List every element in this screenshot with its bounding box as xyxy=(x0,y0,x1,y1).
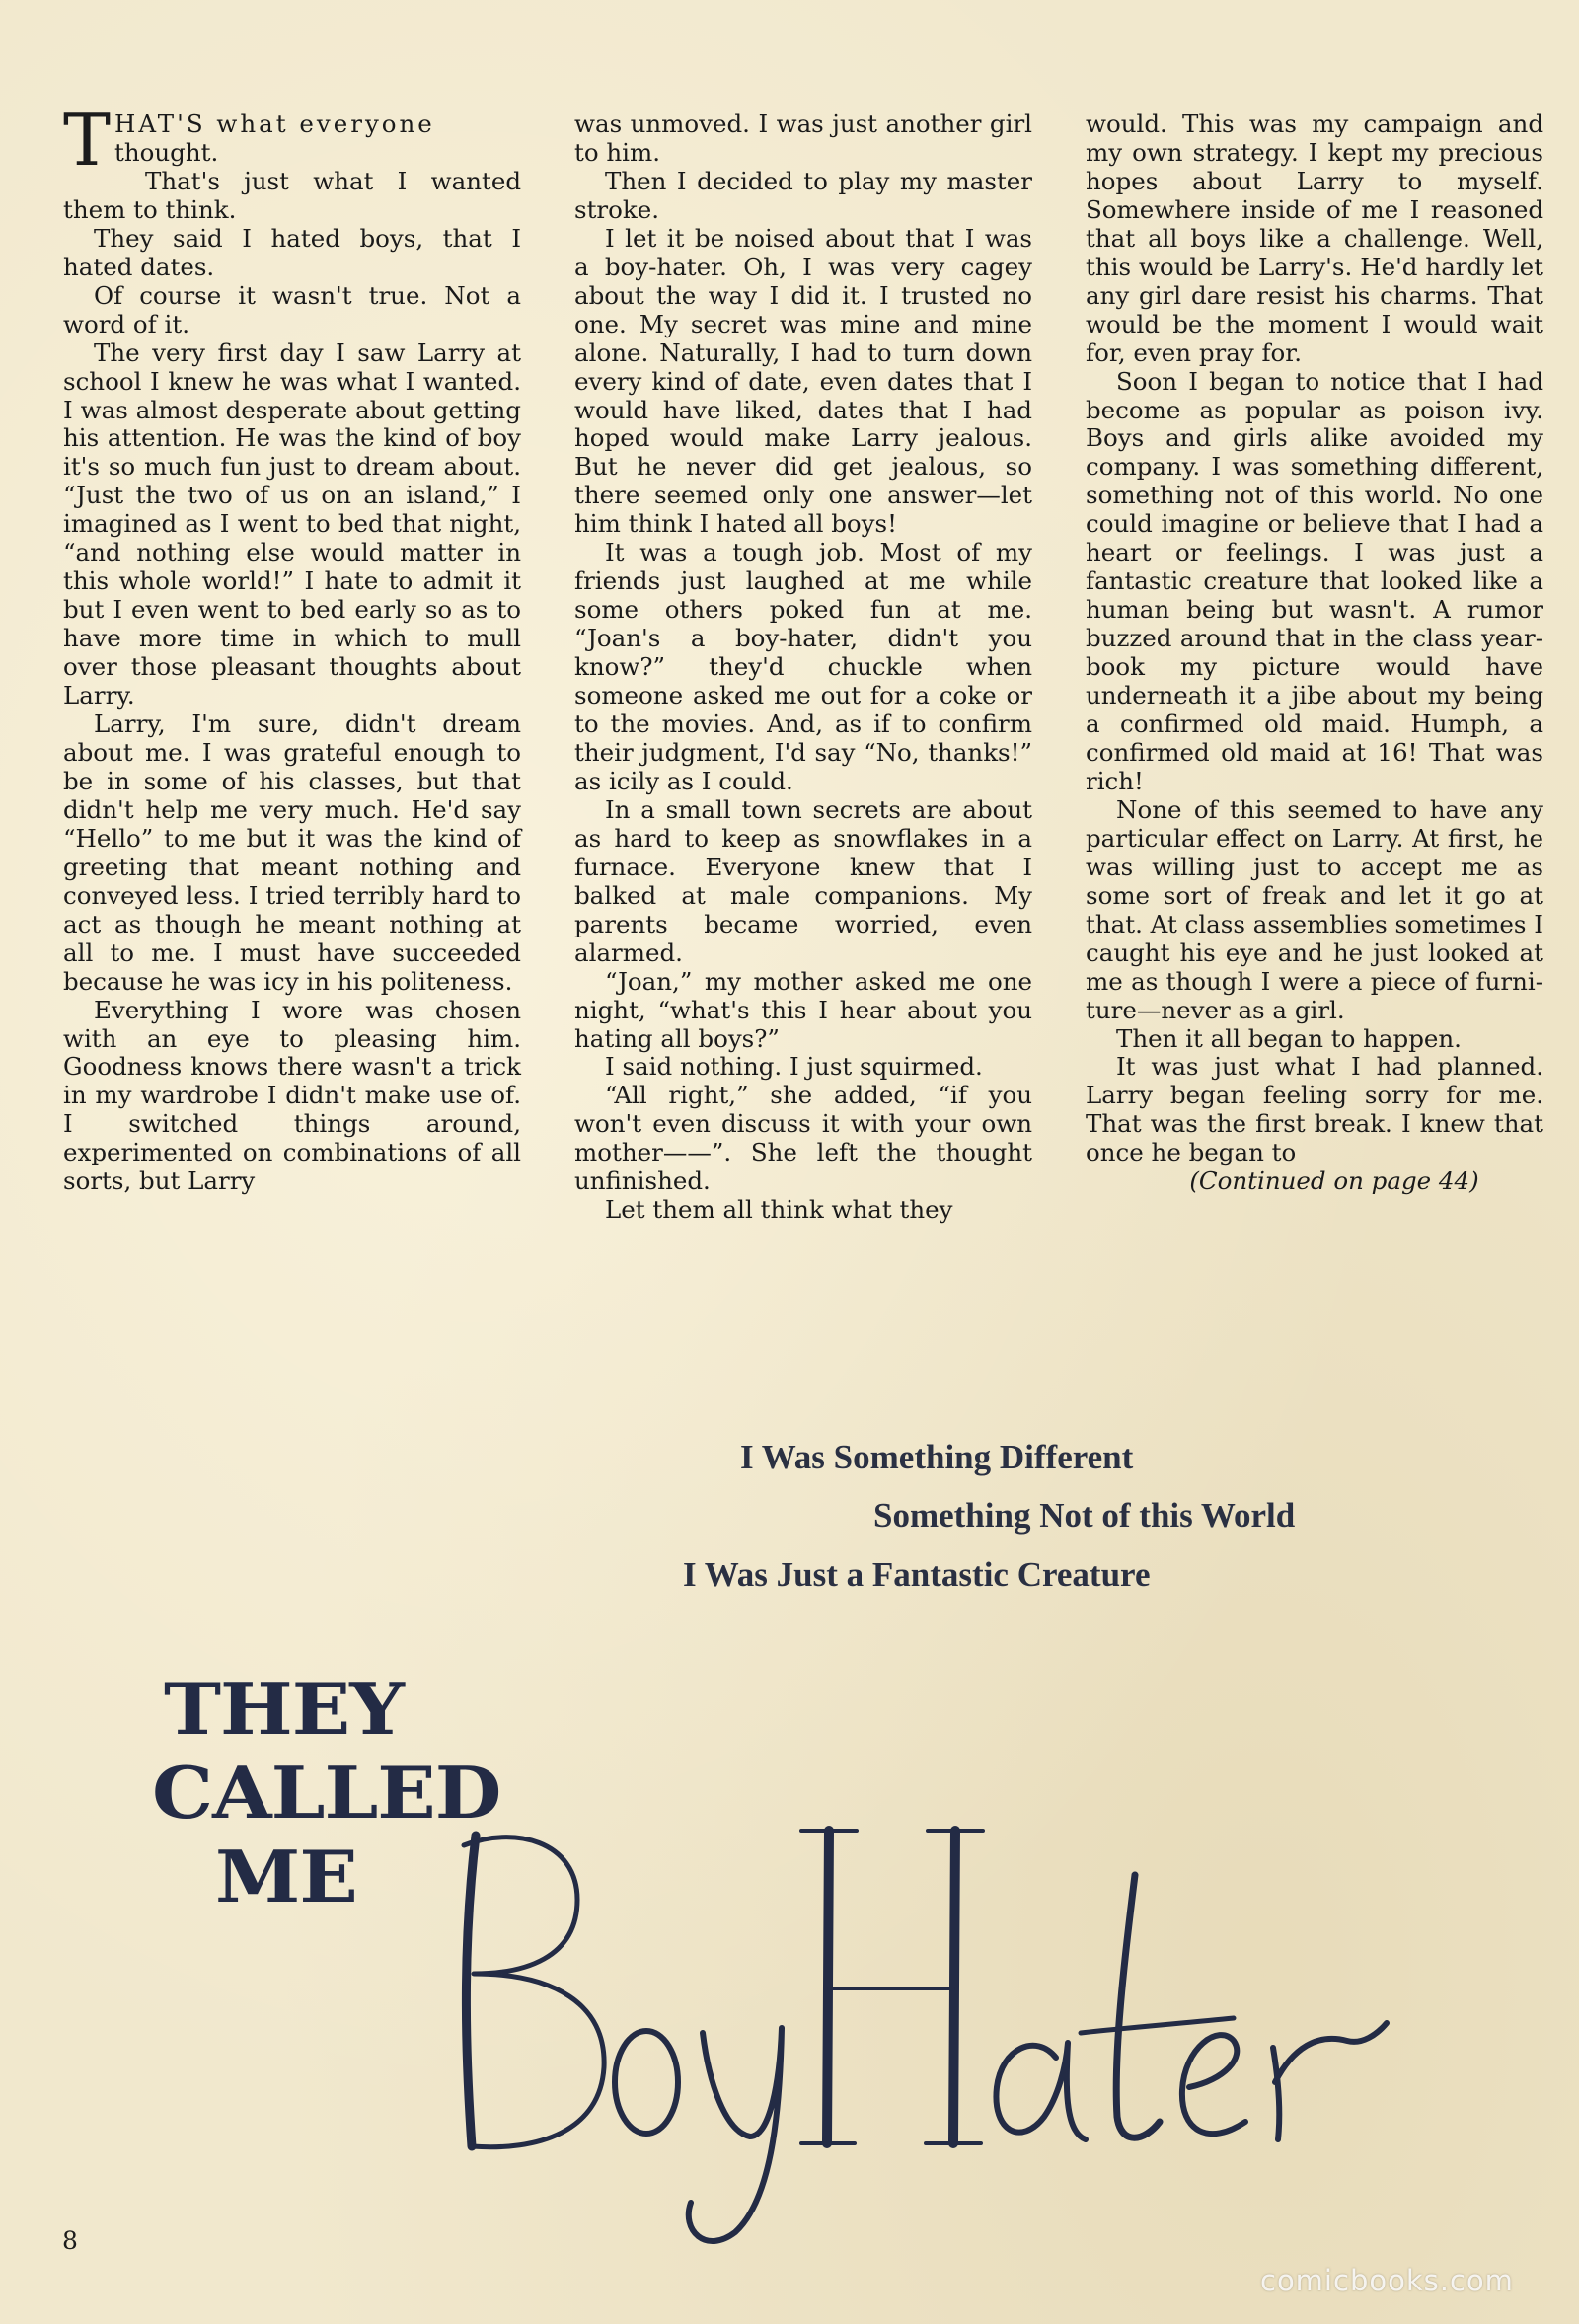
script-letter-t-cross xyxy=(1081,2018,1234,2033)
script-letter-o xyxy=(615,2031,678,2134)
page-number: 8 xyxy=(62,2226,78,2255)
script-letter-h-left xyxy=(827,1831,829,2143)
article-body xyxy=(63,99,1543,1295)
paragraph: Larry, I'm sure, didn't dream about me. I was grateful enough to be in some of his classes, but that didn't help me very much. He'd say “Hello” to me but it was the kind of greeting that meant nothing and conveyed less. I tried terribly hard to act as though he meant nothing at all to me. I must have succeeded because he was icy in his politeness. xyxy=(63,710,521,996)
paragraph: It was just what I had planned. Larry began feeling sorry for me. That was the first break. I knew that once he began to xyxy=(1086,1052,1543,1167)
script-letter-t xyxy=(1116,1875,1160,2137)
lead-in-text: HAT'S what everyone xyxy=(114,110,435,138)
paragraph: I said nothing. I just squirmed. xyxy=(605,1052,983,1082)
subhead-line-1: I Was Something Different xyxy=(740,1438,1134,1476)
paragraph: was unmoved. I was just another girl to him. xyxy=(574,110,1032,167)
paragraph: “Joan,” my mother asked me one night, “what's this I hear about you hating all boys?” xyxy=(574,966,1032,1053)
paragraph-text: thought. xyxy=(114,137,219,167)
paragraph: It was a tough job. Most of my friends just laughed at me while some others poked fun at me. “Joan's a boy-hater, didn't you know?” they'd chuckle when someone asked me out for a coke or to the movies. And, as if to confirm their judgment, I'd say “No, thanks!” as icily as I could. xyxy=(574,538,1032,795)
paragraph: Let them all think what they xyxy=(605,1195,953,1225)
script-letter-h-right xyxy=(953,1831,955,2143)
paragraph: Of course it wasn't true. Not a word of it. xyxy=(63,280,521,338)
watermark: comicbooks.com xyxy=(1260,2264,1514,2297)
paragraph: would. This was my campaign and my own strategy. I kept my precious hopes about Larry to myself. Somewhere inside of me I reasoned that all boys like a challenge. Well, this would be Larry's. He'd hardly let any girl dare resist his charms. That would be the moment I would wait for, even pray for. xyxy=(1086,110,1543,367)
script-letter-h-serifs xyxy=(801,1831,983,2143)
paragraph: I let it be noised about that I was a boy-hater. Oh, I was very cagey about the way I did it. I trusted no one. My secret was mine and mine alone. Naturally, I had to turn down every kind of date, even dates that I would have liked, dates that I had hoped would make Larry jealous. But he never did get jealous, so there seemed only one answer—let him think I hated all boys! xyxy=(574,223,1032,539)
subhead-line-3: I Was Just a Fantastic Creature xyxy=(683,1555,1151,1594)
script-letter-b-bowls xyxy=(464,1837,604,2147)
subhead-line-2: Something Not of this World xyxy=(873,1496,1296,1535)
script-letter-b xyxy=(466,1836,476,2146)
paragraph xyxy=(63,99,521,182)
title-word-they: THEY xyxy=(164,1668,404,1752)
paragraph: Everything I wore was chosen with an eye to pleasing him. Goodness knows there wasn't a trick in my wardrobe I didn't make use of. I switched things around, experimented on combinations of all sorts, but Larry xyxy=(63,995,521,1196)
paragraph: They said I hated boys, that I hated dates. xyxy=(63,223,521,281)
article-column-3 xyxy=(1086,111,1543,1196)
continued-on-page-note: (Continued on page 44) xyxy=(1189,1166,1479,1196)
paragraph: None of this seemed to have any particular effect on Larry. At first, he was willing just to accept me as some sort of freak and let it go at that. At class assemblies sometimes I caught his eye and he just looked at me as though I were a piece of furniture—never as a girl. xyxy=(1086,794,1543,1024)
script-letter-y xyxy=(689,2028,782,2241)
paragraph: Then I decided to play my master stroke. xyxy=(574,166,1032,224)
title-word-called: CALLED xyxy=(152,1752,501,1836)
script-letter-r xyxy=(1273,2023,1387,2139)
script-letter-a xyxy=(996,2043,1086,2139)
title-word-me: ME xyxy=(215,1836,357,1919)
paragraph: Then it all began to happen. xyxy=(1116,1023,1462,1053)
paragraph: The very first day I saw Larry at school I knew he was what I wanted. I was almost desperate about getting his attention. He was the kind of boy it's so much fun just to dream about. “Just the two of us on an island,” I imagined as I went to bed that night, “and nothing else would matter in this whole world!” I hate to admit it but I even went to bed early so as to have more time in which to mull over those pleasant thoughts about Larry. xyxy=(63,337,521,711)
article-column-2 xyxy=(574,111,1032,1225)
script-letter-e xyxy=(1182,2035,1245,2134)
paragraph: “All right,” she added, “if you won't even discuss it with your own mother——”. She left the thought unfinished. xyxy=(574,1081,1032,1196)
paragraph: That's just what I wanted them to think. xyxy=(63,166,521,224)
article-column-1 xyxy=(63,99,521,1196)
paragraph: In a small town secrets are about as hard to keep as snowflakes in a furnace. Everyone knew that I balked at male companions. My parents became worried, even alarmed. xyxy=(574,794,1032,967)
drop-cap: T xyxy=(63,99,112,182)
paragraph: Soon I began to notice that I had become as popular as poison ivy. Boys and girls alike avoided my company. I was something different, something not of this world. No one could imagine or believe that I had a heart or feelings. I was just a fantastic creature that looked like a human being but wasn't. A rumor buzzed around that in the class year-book my picture would have underneath it a jibe about my being a confirmed old maid. Humph, a confirmed old maid at 16! That was rich! xyxy=(1086,366,1543,795)
